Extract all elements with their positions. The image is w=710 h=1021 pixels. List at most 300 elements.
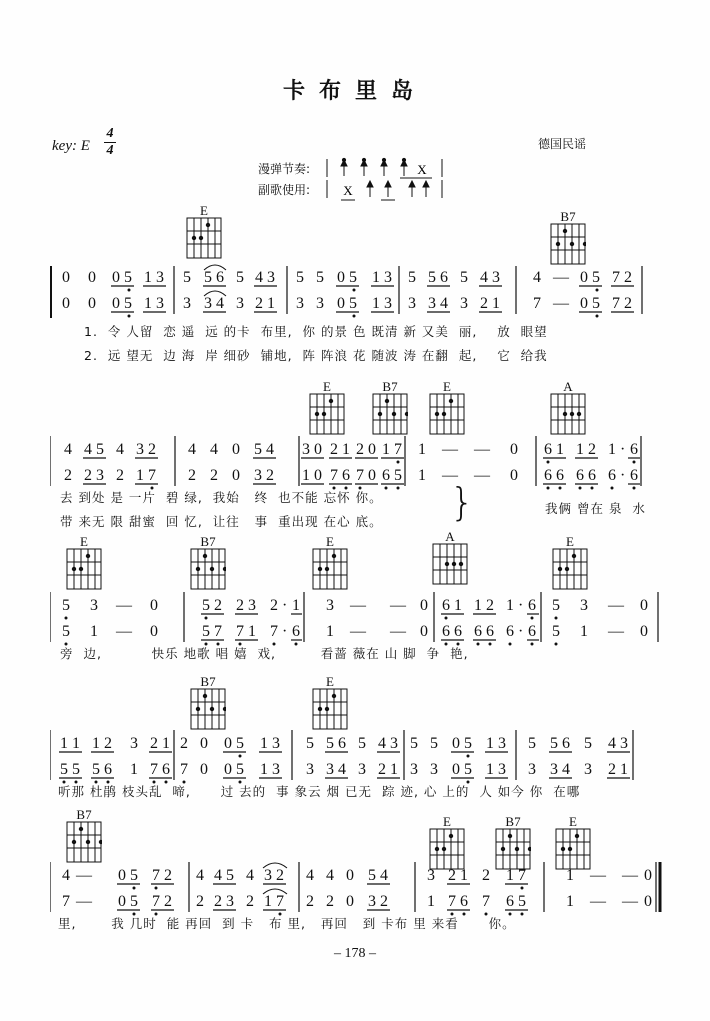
svg-text:0: 0 — [644, 867, 652, 884]
chord-name: E — [326, 674, 334, 689]
svg-text:6: 6 — [442, 623, 450, 640]
svg-text:1: 1 — [136, 467, 144, 484]
svg-text:3: 3 — [156, 269, 164, 286]
svg-text:2: 2 — [270, 597, 278, 614]
svg-text:2: 2 — [326, 893, 334, 910]
chord-b7-icon — [372, 393, 408, 435]
chord-name: E — [200, 203, 208, 218]
svg-text:4: 4 — [480, 269, 488, 286]
svg-text:0: 0 — [452, 735, 460, 752]
song-origin: 德国民谣 — [538, 137, 587, 151]
svg-text:6: 6 — [460, 893, 468, 910]
svg-text:6: 6 — [442, 597, 450, 614]
svg-text:1: 1 — [372, 269, 380, 286]
svg-text:6: 6 — [292, 623, 300, 640]
svg-text:5: 5 — [226, 867, 234, 884]
svg-text:0: 0 — [580, 269, 588, 286]
chord-diagram-b7 — [190, 535, 226, 590]
svg-text:2: 2 — [164, 893, 172, 910]
svg-text:4: 4 — [216, 295, 224, 312]
svg-text:2: 2 — [480, 295, 488, 312]
svg-text:6: 6 — [454, 623, 462, 640]
svg-text:3: 3 — [248, 597, 256, 614]
svg-text:4: 4 — [62, 867, 70, 884]
svg-text:3: 3 — [620, 735, 628, 752]
svg-text:1: 1 — [292, 597, 300, 614]
svg-text:5: 5 — [410, 735, 418, 752]
svg-text:2: 2 — [482, 867, 490, 884]
page-number: – 178 – — [334, 946, 376, 961]
svg-text:2: 2 — [448, 867, 456, 884]
svg-text:0: 0 — [346, 893, 354, 910]
staff-line-1 — [50, 262, 690, 322]
chord-name: E — [569, 814, 577, 829]
svg-text:0: 0 — [232, 467, 240, 484]
chord-name: E — [326, 534, 334, 549]
svg-text:7: 7 — [330, 467, 338, 484]
svg-text:5: 5 — [528, 735, 536, 752]
svg-text:4: 4 — [255, 269, 263, 286]
svg-text:1: 1 — [144, 269, 152, 286]
svg-text:3: 3 — [326, 597, 334, 614]
svg-text:7: 7 — [518, 867, 526, 884]
svg-text:1: 1 — [302, 467, 310, 484]
svg-text:0: 0 — [232, 441, 240, 458]
svg-text:0: 0 — [337, 269, 345, 286]
strum-label: 漫弹节奏: — [258, 162, 311, 176]
svg-text:1: 1 — [92, 735, 100, 752]
svg-text:—: — — [608, 597, 624, 614]
chord-diagram-e — [309, 380, 345, 435]
svg-text:1: 1 — [576, 441, 584, 458]
lyrics-chorus: 里, 我 几时 能 再回 到 卡 布 里, 再回 到 卡布 里 来看 你。 — [58, 916, 516, 931]
svg-text:7: 7 — [482, 893, 490, 910]
svg-text:·: · — [282, 597, 288, 614]
staff-line-2 — [50, 434, 690, 494]
svg-text:0: 0 — [368, 467, 376, 484]
svg-text:0: 0 — [88, 269, 96, 286]
svg-text:0: 0 — [580, 295, 588, 312]
svg-text:1: 1 — [248, 623, 256, 640]
svg-text:6: 6 — [216, 269, 224, 286]
svg-text:5: 5 — [130, 893, 138, 910]
svg-text:0: 0 — [62, 269, 70, 286]
svg-text:0: 0 — [118, 893, 126, 910]
svg-text:5: 5 — [296, 269, 304, 286]
svg-text:4: 4 — [84, 441, 92, 458]
svg-text:1: 1 — [372, 295, 380, 312]
svg-text:2: 2 — [196, 893, 204, 910]
svg-text:7: 7 — [276, 893, 284, 910]
chord-name: A — [563, 379, 573, 394]
svg-text:7: 7 — [214, 623, 222, 640]
svg-text:5: 5 — [592, 295, 600, 312]
svg-text:5: 5 — [408, 269, 416, 286]
svg-text:—: — — [390, 597, 406, 614]
svg-text:6: 6 — [562, 735, 570, 752]
chord-a-icon — [550, 393, 586, 435]
chord-b7-icon — [190, 688, 226, 730]
lyrics-verse-2: 2. 远 望无 边 海 岸 细砂 铺地, 阵 阵浪 花 随波 涛 在翻 起, 它 给我 — [84, 348, 548, 363]
svg-text:1: 1 — [486, 761, 494, 778]
chord-diagram-a — [550, 380, 586, 435]
svg-text:4: 4 — [326, 867, 334, 884]
svg-text:1: 1 — [144, 295, 152, 312]
svg-text:7: 7 — [152, 867, 160, 884]
svg-text:0: 0 — [420, 623, 428, 640]
svg-text:1: 1 — [506, 597, 514, 614]
svg-text:—: — — [442, 441, 458, 458]
svg-text:1: 1 — [342, 441, 350, 458]
chord-diagram-b7 — [550, 210, 586, 265]
time-signature — [104, 126, 116, 159]
chord-e-icon — [66, 548, 102, 590]
svg-text:3: 3 — [358, 761, 366, 778]
svg-text:6: 6 — [486, 623, 494, 640]
svg-text:6: 6 — [556, 467, 564, 484]
svg-text:1: 1 — [162, 735, 170, 752]
svg-text:6: 6 — [162, 761, 170, 778]
svg-text:·: · — [620, 441, 626, 458]
svg-text:4: 4 — [378, 735, 386, 752]
svg-text:0: 0 — [337, 295, 345, 312]
svg-text:—: — — [442, 467, 458, 484]
svg-text:1: 1 — [566, 893, 574, 910]
staff-line-3 — [50, 590, 690, 650]
lyrics-verse-1: 去 到处 是 一片 碧 绿, 我始 终 也不能 忘怀 你。 — [60, 490, 383, 505]
svg-text:4: 4 — [188, 441, 196, 458]
svg-text:3: 3 — [384, 295, 392, 312]
svg-text:—: — — [622, 893, 638, 910]
svg-text:4: 4 — [214, 867, 222, 884]
svg-text:7: 7 — [533, 295, 541, 312]
lyrics-verse-1: 1. 令 人留 恋 遥 远 的卡 布里, 你 的景 色 既清 新 又美 丽, 放 眼望 — [84, 324, 548, 339]
svg-text:5: 5 — [518, 893, 526, 910]
svg-text:0: 0 — [346, 867, 354, 884]
svg-text:1: 1 — [390, 761, 398, 778]
svg-text:1: 1 — [418, 441, 426, 458]
svg-text:7: 7 — [148, 467, 156, 484]
svg-text:2: 2 — [486, 597, 494, 614]
svg-text:5: 5 — [92, 761, 100, 778]
svg-text:4: 4 — [608, 735, 616, 752]
svg-text:3: 3 — [272, 735, 280, 752]
svg-text:4: 4 — [210, 441, 218, 458]
song-title: 卡布里岛 — [282, 79, 427, 104]
svg-text:6: 6 — [544, 441, 552, 458]
svg-text:6: 6 — [506, 893, 514, 910]
strum-pattern-icon — [326, 157, 446, 179]
svg-text:6: 6 — [630, 441, 638, 458]
svg-text:6: 6 — [588, 467, 596, 484]
chord-e-icon — [312, 548, 348, 590]
svg-text:6: 6 — [342, 467, 350, 484]
svg-text:1: 1 — [506, 867, 514, 884]
svg-text:5: 5 — [130, 867, 138, 884]
svg-text:5: 5 — [183, 269, 191, 286]
svg-text:2: 2 — [84, 467, 92, 484]
svg-text:0: 0 — [62, 295, 70, 312]
svg-text:7: 7 — [62, 893, 70, 910]
chord-b7-icon — [550, 223, 586, 265]
chord-name: B7 — [560, 209, 576, 224]
svg-text:0: 0 — [118, 867, 126, 884]
chord-e-icon — [309, 393, 345, 435]
svg-text:3: 3 — [272, 761, 280, 778]
chord-diagram-e — [186, 204, 222, 259]
chorus-label: 副歌使用: — [258, 183, 311, 197]
svg-text:2: 2 — [588, 441, 596, 458]
svg-text:2: 2 — [266, 467, 274, 484]
svg-text:7: 7 — [394, 441, 402, 458]
chord-name: E — [566, 534, 574, 549]
svg-text:6: 6 — [474, 623, 482, 640]
svg-text:3: 3 — [584, 761, 592, 778]
svg-text:·: · — [518, 623, 524, 640]
svg-text:4: 4 — [64, 441, 72, 458]
svg-text:5: 5 — [202, 597, 210, 614]
svg-text:3: 3 — [302, 441, 310, 458]
chord-e-icon — [186, 217, 222, 259]
svg-text:3: 3 — [390, 735, 398, 752]
svg-text:5: 5 — [552, 623, 560, 640]
svg-text:·: · — [518, 597, 524, 614]
svg-text:1: 1 — [486, 735, 494, 752]
svg-text:6: 6 — [528, 623, 536, 640]
svg-text:3: 3 — [254, 467, 262, 484]
svg-text:3: 3 — [90, 597, 98, 614]
svg-text:2: 2 — [306, 893, 314, 910]
svg-text:0: 0 — [224, 735, 232, 752]
chord-diagram-b7 — [372, 380, 408, 435]
svg-text:0: 0 — [510, 441, 518, 458]
svg-text:4: 4 — [440, 295, 448, 312]
chord-name: A — [445, 529, 455, 544]
chord-e-icon — [312, 688, 348, 730]
chorus-pattern-icon — [326, 178, 446, 202]
svg-text:1: 1 — [130, 761, 138, 778]
svg-text:3: 3 — [410, 761, 418, 778]
svg-text:5: 5 — [62, 623, 70, 640]
lyrics-chorus: 我俩 曾在 泉 水 — [545, 501, 646, 516]
svg-text:—: — — [76, 867, 92, 884]
svg-text:2: 2 — [624, 295, 632, 312]
svg-text:1: 1 — [580, 623, 588, 640]
svg-text:2: 2 — [104, 735, 112, 752]
chord-name: B7 — [200, 674, 216, 689]
chord-b7-icon — [190, 548, 226, 590]
svg-text:5: 5 — [430, 735, 438, 752]
svg-text:1: 1 — [60, 735, 68, 752]
svg-text:3: 3 — [204, 295, 212, 312]
svg-text:5: 5 — [394, 467, 402, 484]
svg-text:4: 4 — [246, 867, 254, 884]
svg-text:1: 1 — [620, 761, 628, 778]
svg-text:1: 1 — [474, 597, 482, 614]
svg-text:6: 6 — [608, 467, 616, 484]
time-sig-bottom: 4 — [106, 143, 114, 158]
svg-text:3: 3 — [528, 761, 536, 778]
svg-text:0: 0 — [640, 597, 648, 614]
svg-text:5: 5 — [204, 269, 212, 286]
svg-text:5: 5 — [60, 761, 68, 778]
svg-text:3: 3 — [236, 295, 244, 312]
svg-text:1: 1 — [267, 295, 275, 312]
svg-text:4: 4 — [562, 761, 570, 778]
svg-text:—: — — [622, 867, 638, 884]
chord-name: B7 — [76, 807, 92, 822]
svg-text:7: 7 — [152, 893, 160, 910]
svg-text:6: 6 — [440, 269, 448, 286]
svg-text:7: 7 — [180, 761, 188, 778]
svg-text:5: 5 — [124, 295, 132, 312]
svg-text:0: 0 — [200, 735, 208, 752]
svg-text:0: 0 — [88, 295, 96, 312]
svg-text:—: — — [474, 441, 490, 458]
svg-text:5: 5 — [428, 269, 436, 286]
svg-text:4: 4 — [266, 441, 274, 458]
svg-text:0: 0 — [314, 467, 322, 484]
svg-text:3: 3 — [550, 761, 558, 778]
chord-name: B7 — [200, 534, 216, 549]
svg-text:7: 7 — [448, 893, 456, 910]
svg-text:5: 5 — [306, 735, 314, 752]
svg-text:2: 2 — [624, 269, 632, 286]
svg-text:7: 7 — [270, 623, 278, 640]
svg-text:2: 2 — [255, 295, 263, 312]
svg-text:2: 2 — [608, 761, 616, 778]
svg-text:0: 0 — [150, 623, 158, 640]
chord-name: B7 — [382, 379, 398, 394]
svg-text:—: — — [553, 269, 569, 286]
chord-diagram-b7 — [190, 675, 226, 730]
svg-text:4: 4 — [306, 867, 314, 884]
svg-text:5: 5 — [368, 867, 376, 884]
svg-text:3: 3 — [296, 295, 304, 312]
svg-text:0: 0 — [510, 467, 518, 484]
svg-text:3: 3 — [316, 295, 324, 312]
svg-text:3: 3 — [384, 269, 392, 286]
svg-text:2: 2 — [380, 893, 388, 910]
svg-text:7: 7 — [150, 761, 158, 778]
chord-name: E — [443, 814, 451, 829]
svg-text:0: 0 — [150, 597, 158, 614]
chord-b7-icon — [66, 821, 102, 863]
key-signature: key: E — [52, 138, 90, 154]
svg-text:5: 5 — [124, 269, 132, 286]
svg-text:—: — — [590, 867, 606, 884]
svg-text:4: 4 — [116, 441, 124, 458]
chord-diagram-e — [429, 380, 465, 435]
svg-text:1: 1 — [72, 735, 80, 752]
svg-text:3: 3 — [428, 295, 436, 312]
svg-text:7: 7 — [612, 295, 620, 312]
svg-text:3: 3 — [427, 867, 435, 884]
svg-text:3: 3 — [130, 735, 138, 752]
svg-text:2: 2 — [276, 867, 284, 884]
svg-text:—: — — [590, 893, 606, 910]
chord-diagram-a — [432, 530, 468, 585]
svg-text:2: 2 — [378, 761, 386, 778]
svg-text:0: 0 — [644, 893, 652, 910]
svg-text:1: 1 — [260, 735, 268, 752]
svg-text:2: 2 — [236, 597, 244, 614]
svg-text:2: 2 — [64, 467, 72, 484]
svg-text:—: — — [350, 623, 366, 640]
svg-text:2: 2 — [116, 467, 124, 484]
svg-text:3: 3 — [498, 761, 506, 778]
svg-text:4: 4 — [533, 269, 541, 286]
chord-diagram-b7 — [66, 808, 102, 863]
svg-text:3: 3 — [408, 295, 416, 312]
svg-text:0: 0 — [420, 597, 428, 614]
svg-text:6: 6 — [576, 467, 584, 484]
svg-text:5: 5 — [236, 735, 244, 752]
svg-text:3: 3 — [498, 735, 506, 752]
svg-text:—: — — [390, 623, 406, 640]
svg-text:5: 5 — [326, 735, 334, 752]
svg-text:7: 7 — [612, 269, 620, 286]
svg-text:5: 5 — [96, 441, 104, 458]
svg-text:—: — — [474, 467, 490, 484]
svg-text:2: 2 — [180, 735, 188, 752]
svg-text:5: 5 — [72, 761, 80, 778]
svg-text:4: 4 — [338, 761, 346, 778]
svg-text:3: 3 — [580, 597, 588, 614]
svg-text:3: 3 — [492, 269, 500, 286]
chorus-pattern — [326, 178, 446, 206]
svg-text:6: 6 — [382, 467, 390, 484]
svg-text:3: 3 — [430, 761, 438, 778]
svg-text:—: — — [116, 597, 132, 614]
svg-text:3: 3 — [326, 761, 334, 778]
svg-text:3: 3 — [460, 295, 468, 312]
svg-text:5: 5 — [62, 597, 70, 614]
svg-text:—: — — [608, 623, 624, 640]
svg-text:6: 6 — [338, 735, 346, 752]
chord-e-icon — [552, 548, 588, 590]
svg-text:1: 1 — [566, 867, 574, 884]
svg-text:3: 3 — [226, 893, 234, 910]
svg-text:2: 2 — [330, 441, 338, 458]
chord-name: E — [80, 534, 88, 549]
svg-text:2: 2 — [246, 893, 254, 910]
svg-text:2: 2 — [150, 735, 158, 752]
chord-e-icon — [429, 393, 465, 435]
svg-text:7: 7 — [356, 467, 364, 484]
svg-text:—: — — [350, 597, 366, 614]
svg-text:3: 3 — [267, 269, 275, 286]
svg-text:5: 5 — [349, 269, 357, 286]
svg-text:5: 5 — [550, 735, 558, 752]
svg-text:1: 1 — [608, 441, 616, 458]
chord-diagram-e — [552, 535, 588, 590]
svg-text:5: 5 — [316, 269, 324, 286]
lyrics-chorus: 旁 边, 快乐 地歌 唱 嬉 戏, 看蔷 薇在 山 脚 争 艳, — [60, 646, 469, 661]
svg-text:6: 6 — [506, 623, 514, 640]
svg-text:3: 3 — [368, 893, 376, 910]
svg-text:6: 6 — [104, 761, 112, 778]
svg-text:1: 1 — [326, 623, 334, 640]
svg-text:5: 5 — [349, 295, 357, 312]
svg-text:4: 4 — [380, 867, 388, 884]
svg-text:5: 5 — [236, 761, 244, 778]
svg-text:5: 5 — [460, 269, 468, 286]
svg-text:1: 1 — [260, 761, 268, 778]
time-sig-top: 4 — [106, 126, 114, 141]
svg-text:3: 3 — [183, 295, 191, 312]
svg-text:5: 5 — [358, 735, 366, 752]
